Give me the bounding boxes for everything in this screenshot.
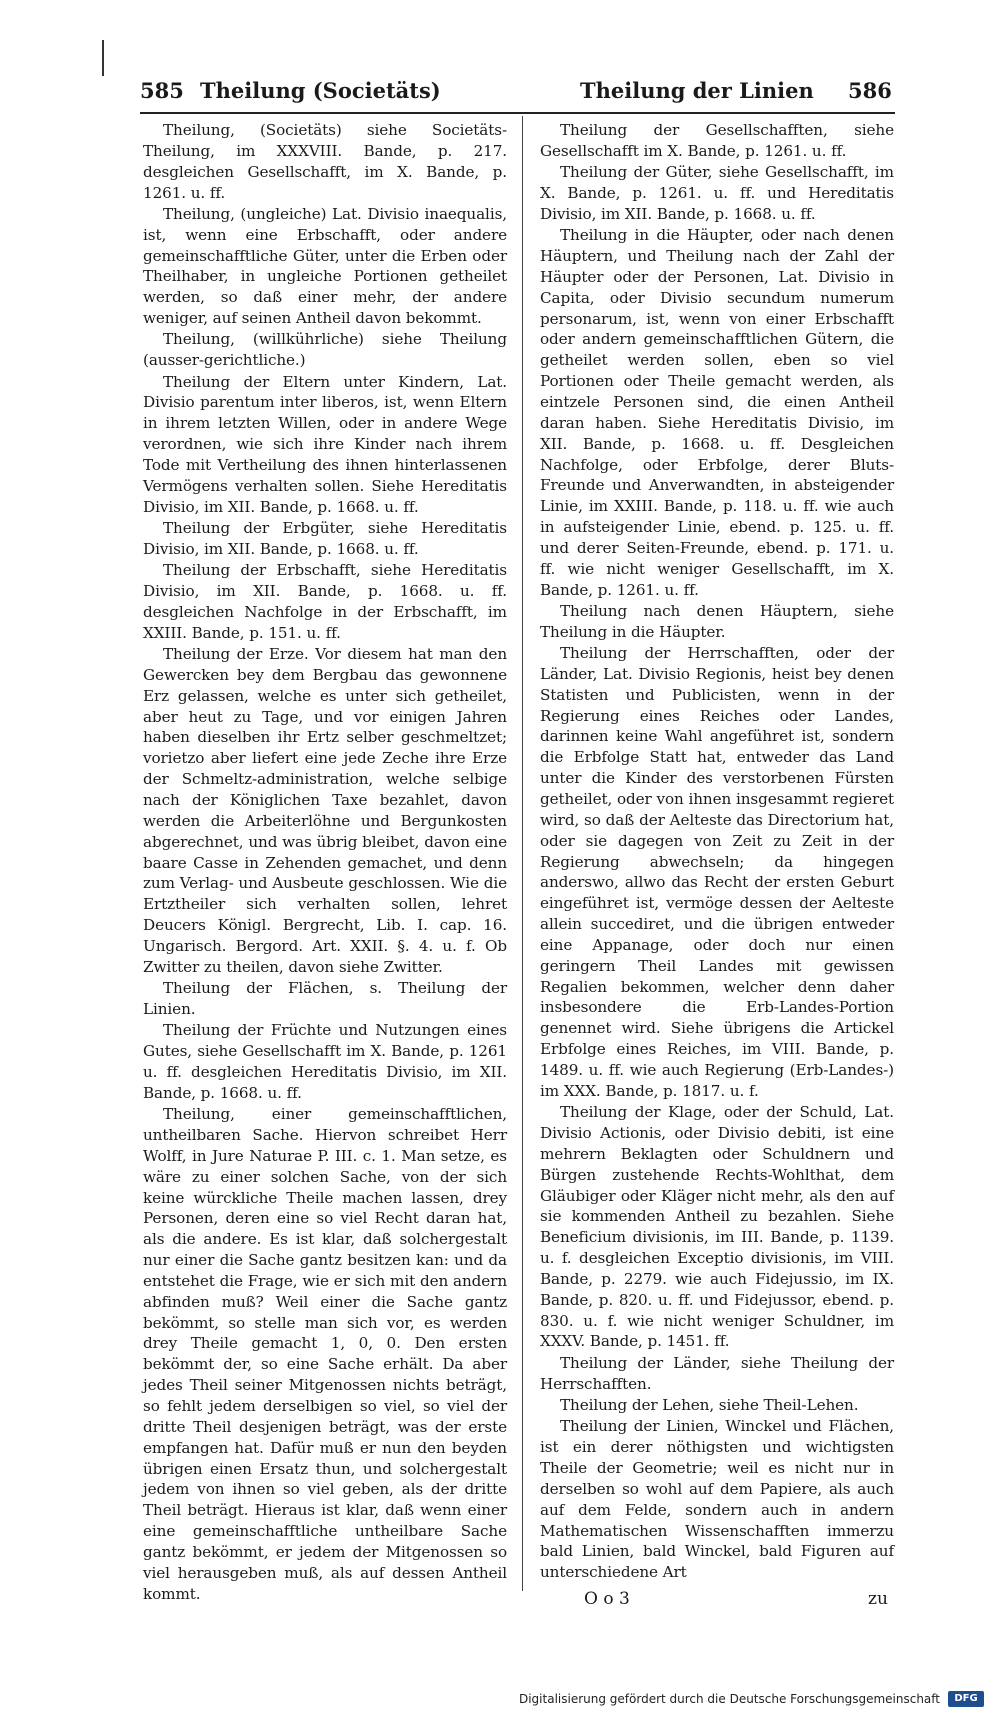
right-running-title: Theilung der Linien [580, 78, 814, 103]
entry-untheilbare-sache: Theilung, einer gemeinschafftlichen, untheilbaren Sache. Hiervon schreibet Herr Wolff, in Jure Naturae P. III. c. 1. Man setze, es wäre zu einer solchen Sache, von der sich keine würckliche Theile machen lassen, drey Personen, deren eine so viel Recht daran hat, als die andere. Es ist klar, daß solchergestalt nur einer die Sache gantz besitzen kan: und da entstehet die Frage, wie er sich mit den andern abfinden muß? Weil einer die Sache gantz bekömmt, so stelle man sich vor, es werden drey Theile gemacht 1, 0, 0. Den ersten bekömmt der, so eine Sache erhält. Da aber jedes Theil seiner Mitgenossen nichts beträgt, so fehlt jedem derselbigen so viel, so viel der dritte Theil desjenigen beträgt, was der erste empfangen hat. Dafür muß er nun den beyden übrigen einen Ersatz thun, und solchergestalt jedem von ihnen so viel geben, als der dritte Theil beträgt. Hieraus ist klar, daß wenn einer eine gemeinschafftliche untheilbare Sache gantz bekömmt, er jedem der Mitgenossen so viel herausgeben muß, als auf dessen Antheil kommt. [143, 1105, 507, 1603]
entry-eltern-kinder: Theilung der Eltern unter Kindern, Lat. Divisio parentum inter liberos, ist, wenn Eltern in ihrem letzten Willen, oder in andere Wege verordnen, wie sich ihre Kinder nach ihrem Tode mit Vertheilung des ihnen hinterlassenen Vermögens verhalten sollen. Siehe Hereditatis Divisio, im XII. Bande, p. 1668. u. ff. [143, 372, 507, 516]
entry-societaets: Theilung, (Societäts) siehe Societäts-Theilung, im XXXVIII. Bande, p. 217. desgleichen Gesellschafft, im X. Bande, p. 1261. u. ff. [143, 121, 507, 202]
left-running-title: Theilung (Societäts) [200, 78, 441, 103]
entry-haeupter: Theilung in die Häupter, oder nach denen Häuptern, und Theilung nach der Zahl der Häupter oder der Personen, Lat. Divisio in Capita, oder Divisio secundum numerum personarum, ist, wenn von einer Erbschafft oder andern gemeinschafftlichen Gütern, die getheilet werden sollen, eben so viel Portionen oder Theile gemacht werden, als eintzele Personen sind, die einen Antheil daran haben. Siehe Hereditatis Divisio, im XII. Bande, p. 1668. u. ff. Desgleichen Nachfolge, oder Erbfolge, derer Bluts-Freunde und Anverwandten, in absteigender Linie, im XXIII. Bande, p. 118. u. ff. wie auch in aufsteigender Linie, ebend. p. 125. u. ff. und derer Seiten-Freunde, ebend. p. 171. u. ff. wie nicht weniger Gesellschafft, im X. Bande, p. 1261. u. ff. [540, 226, 894, 599]
column-divider [522, 116, 523, 1591]
dfg-logo: DFG [948, 1691, 984, 1707]
entry-fruechte: Theilung der Früchte und Nutzungen eines Gutes, siehe Gesellschafft im X. Bande, p. 1261 u. ff. desgleichen Hereditatis Divisio, im XII. Bande, p. 1668. u. ff. [143, 1021, 507, 1102]
entry-linien: Theilung der Linien, Winckel und Flächen, ist ein derer nöthigsten und wichtigsten Theile der Geometrie; weil es nicht nur in derselben so wohl auf dem Papiere, als auch auf dem Felde, sondern auch in andern Mathematischen Wissenschafften immerzu bald Linien, bald Winckel, bald Figuren auf unterschiedene Art [540, 1417, 894, 1582]
funding-credit: Digitalisierung gefördert durch die Deutsche Forschungsgemeinschaft [518, 1692, 940, 1706]
entry-willkuehrliche: Theilung, (willkührliche) siehe Theilung (ausser-gerichtliche.) [143, 330, 507, 370]
entry-erbgueter: Theilung der Erbgüter, siehe Hereditatis Divisio, im XII. Bande, p. 1668. u. ff. [143, 519, 507, 558]
right-page-number: 586 [848, 78, 892, 103]
margin-mark [102, 40, 104, 76]
entry-flaechen: Theilung der Flächen, s. Theilung der Linien. [143, 979, 507, 1018]
right-column [540, 120, 894, 1583]
entry-herrschafften: Theilung der Herrschafften, oder der Länder, Lat. Divisio Regionis, heist bey denen Statisten und Publicisten, wenn in der Regierung eines Reiches oder Landes, darinnen keine Wahl angeführet ist, sondern die Erbfolge Statt hat, entweder das Land unter die Kinder des verstorbenen Fürsten getheilet, oder von ihnen insgesammt regieret wird, so daß der Aelteste das Directorium hat, oder sie dagegen von Zeit zu Zeit in der Regierung abwechseln; da hingegen anderswo, allwo das Recht der ersten Geburt eingeführet ist, vermöge dessen der Aelteste allein succediret, und die übrigen entweder eine Appanage, oder doch nur einen geringern Theil Landes mit gewissen Regalien bekommen, welcher denn daher insbesondere die Erb-Landes-Portion genennet wird. Siehe übrigens die Artickel Erbfolge eines Reiches, im VIII. Bande, p. 1489. u. ff. wie auch Regierung (Erb-Landes-) im XXX. Bande, p. 1817. u. f. [540, 644, 894, 1100]
catchword: zu [868, 1589, 888, 1609]
entry-lehen: Theilung der Lehen, siehe Theil-Lehen. [560, 1395, 859, 1414]
entry-erbschafft: Theilung der Erbschafft, siehe Hereditatis Divisio, im XII. Bande, p. 1668. u. ff. desgleichen Nachfolge in der Erbschafft, im XXIII. Bande, p. 151. u. ff. [143, 561, 507, 642]
running-header [140, 78, 895, 112]
left-page-number: 585 [140, 78, 184, 103]
entry-ungleiche: Theilung, (ungleiche) Lat. Divisio inaequalis, ist, wenn eine Erbschafft, oder andere gemeinschafftliche Güter, unter die Erben oder Theilhaber, in ungleiche Portionen getheilet werden, so daß einer mehr, der andere weniger, auf seinen Antheil davon bekommt. [143, 204, 507, 328]
signature-mark: O o 3 [584, 1589, 630, 1609]
entry-gesellschafften: Theilung der Gesellschafften, siehe Gesellschafft im X. Bande, p. 1261. u. ff. [540, 121, 894, 160]
header-rule [140, 112, 895, 114]
left-column [143, 120, 507, 1604]
entry-laender: Theilung der Länder, siehe Theilung der Herrschafften. [540, 1353, 894, 1393]
entry-gueter: Theilung der Güter, siehe Gesellschafft, im X. Bande, p. 1261. u. ff. und Hereditatis Divisio, im XII. Bande, p. 1668. u. ff. [540, 163, 894, 223]
entry-klage: Theilung der Klage, oder der Schuld, Lat. Divisio Actionis, oder Divisio debiti, ist eine mehrern Beklagten oder Schuldnern und Bürgen zustehende Rechts-Wohlthat, dem Gläubiger oder Kläger nicht mehr, als den auf sie kommenden Antheil zu bezahlen. Siehe Beneficium divisionis, im III. Bande, p. 1139. u. f. desgleichen Exceptio divisionis, im VIII. Bande, p. 2279. wie auch Fidejussio, im IX. Bande, p. 820. u. ff. und Fidejussor, ebend. p. 830. u. f. wie nicht weniger Schuldner, im XXXV. Bande, p. 1451. ff. [540, 1103, 894, 1351]
entry-nach-haeuptern: Theilung nach denen Häuptern, siehe Theilung in die Häupter. [540, 601, 894, 641]
entry-erze: Theilung der Erze. Vor diesem hat man den Gewercken bey dem Bergbau das gewonnene Erz gelassen, welche es unter sich getheilet, aber heut zu Tage, und vor einigen Jahren haben dieselben ihr Ertz selber geschmeltzet; vorietzo aber liefert eine jede Zeche ihre Erze der Schmeltz-administration, welche selbige nach der Königlichen Taxe bezahlet, davon werden die Arbeiterlöhne und Bergunkosten abgerechnet, und was übrig bleibet, davon eine baare Casse in Zehenden gemachet, und denn zum Verlag- und Ausbeute geschlossen. Wie die Ertztheiler sich verhalten sollen, lehret Deucers Königl. Bergrecht, Lib. I. cap. 16. Ungarisch. Bergord. Art. XXII. §. 4. u. f. Ob Zwitter zu theilen, davon siehe Zwitter. [143, 645, 507, 976]
